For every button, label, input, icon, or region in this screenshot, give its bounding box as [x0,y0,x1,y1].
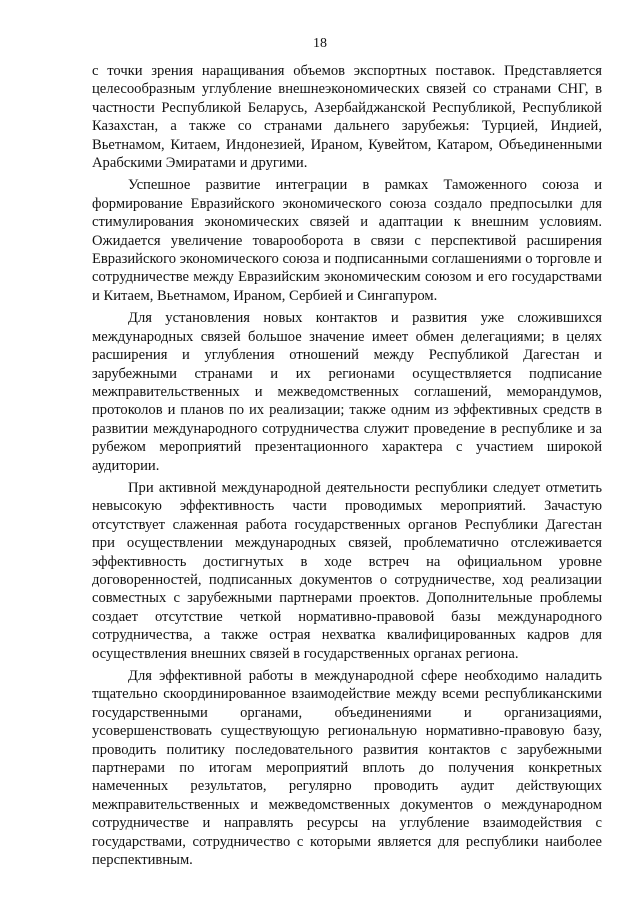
page-number: 18 [313,36,327,51]
paragraph-1: с точки зрения наращивания объемов экспортных поставок. Представляется целесообразным углубление внешнеэкономических связей со странами СНГ, в частности Республикой Беларусь, Азербайджанской Республикой, Республикой Казахстан, а также со странами дальнего зарубежья: Турцией, Индией, Вьетнамом, Китаем, Индонезией, Ираном, Кувейтом, Катаром, Объединенными Арабскими Эмиратами и другими. [92,63,602,172]
document-body [92,62,602,873]
paragraph-4: При активной международной деятельности республики следует отметить невысокую эффективность части проводимых мероприятий. Зачастую отсутствует слаженная работа государственных органов Республики Дагестан при осуществлении международных связей, проблематично отслеживается эффективность достигнутых в ходе встреч на официальном уровне договоренностей, подписанных документов о сотрудничестве, ход реализации совместных с зарубежными партнерами проектов. Дополнительные проблемы создает отсутствие четкой нормативно-правовой базы международного сотрудничества, а также острая нехватка квалифицированных кадров для осуществления внешних связей в государственных органах региона. [92,479,602,662]
paragraph-2: Успешное развитие интеграции в рамках Таможенного союза и формирование Евразийского экономического союза создало предпосылки для стимулирования экономических связей и адаптации к внешним условиям. Ожидается увеличение товарооборота в связи с перспективой расширения Евразийского экономического союза и подписанными соглашениями о торговле и сотрудничестве между Евразийским экономическим союзом и его государствами и Китаем, Вьетнамом, Ираном, Сербией и Сингапуром. [92,177,602,304]
paragraph-3: Для установления новых контактов и развития уже сложившихся международных связей большое значение имеет обмен делегациями; в целях расширения и углубления отношений между Республикой Дагестан и зарубежными странами и их регионами осуществляется подписание межправительственных и межведомственных соглашений, меморандумов, протоколов и планов по их реализации; также одним из эффективных средств в развитии международного сотрудничества служит проведение в республике и за рубежом мероприятий презентационного характера с участием широкой аудитории. [92,310,602,474]
paragraph-5: Для эффективной работы в международной сфере необходимо наладить тщательно скоординированное взаимодействие между всеми республиканскими государственными органами, объединениями и организациями, усовершенствовать существующую региональную нормативно-правовую базу, проводить политику последовательного развития контактов с зарубежными партнерами по итогам мероприятий вплоть до получения конкретных намеченных результатов, регулярно проводить аудит действующих межправительственных и межведомственных документов о международном сотрудничестве и направлять ресурсы на углубление взаимодействия с государствами, сотрудничество с которыми является для республики наиболее перспективным. [92,668,602,869]
